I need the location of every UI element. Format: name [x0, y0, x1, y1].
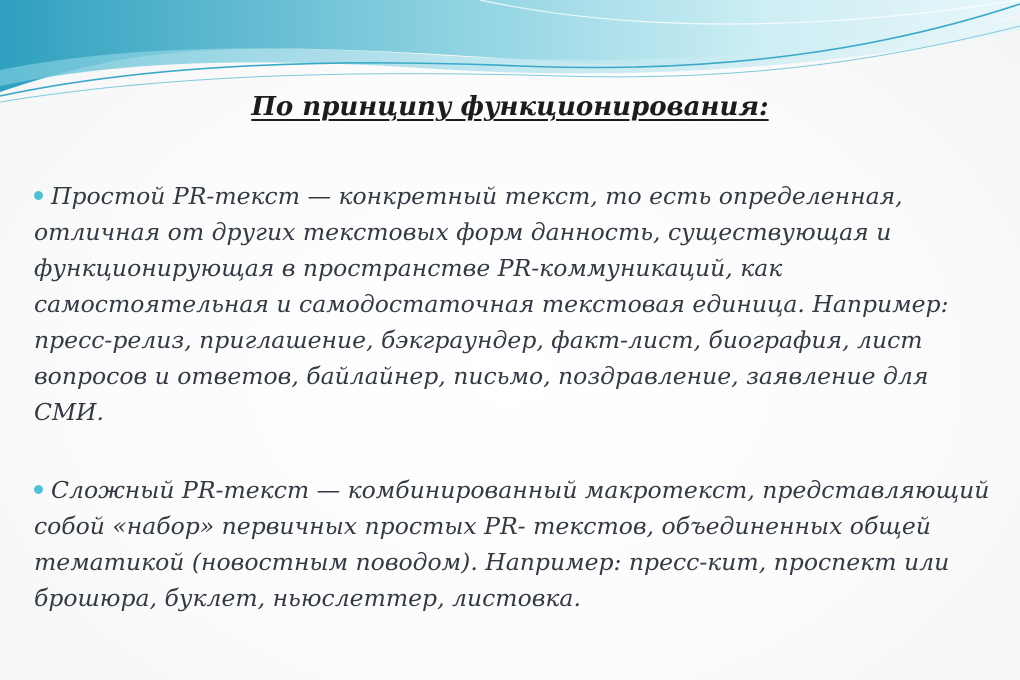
bullet-item-simple-pr-text [34, 178, 994, 430]
slide-title: По принципу функционирования: [251, 92, 769, 122]
bullet-item-complex-pr-text [34, 472, 994, 616]
bullet-dot-icon [34, 485, 43, 494]
bullet-text: Сложный PR-текст — комбинированный макротекст, представляющий собой «набор» первичных простых PR- текстов, объединенных общей тематикой (новостным поводом). Например: пресс-кит, проспект или брошюра, буклет, ньюслеттер, листовка. [34, 476, 990, 612]
bullet-dot-icon [34, 191, 43, 200]
bullet-list [34, 178, 994, 616]
bullet-text: Простой PR-текст — конкретный текст, то есть определенная, отличная от других текстовых форм данность, существующая и функционирующая в пространстве PR-коммуникаций, как самостоятельная и самодостаточная текстовая единица. Например: пресс-релиз, приглашение, бэкграундер, факт-лист, биография, лист вопросов и ответов, байлайнер, письмо, поздравление, заявление для СМИ. [34, 182, 949, 426]
